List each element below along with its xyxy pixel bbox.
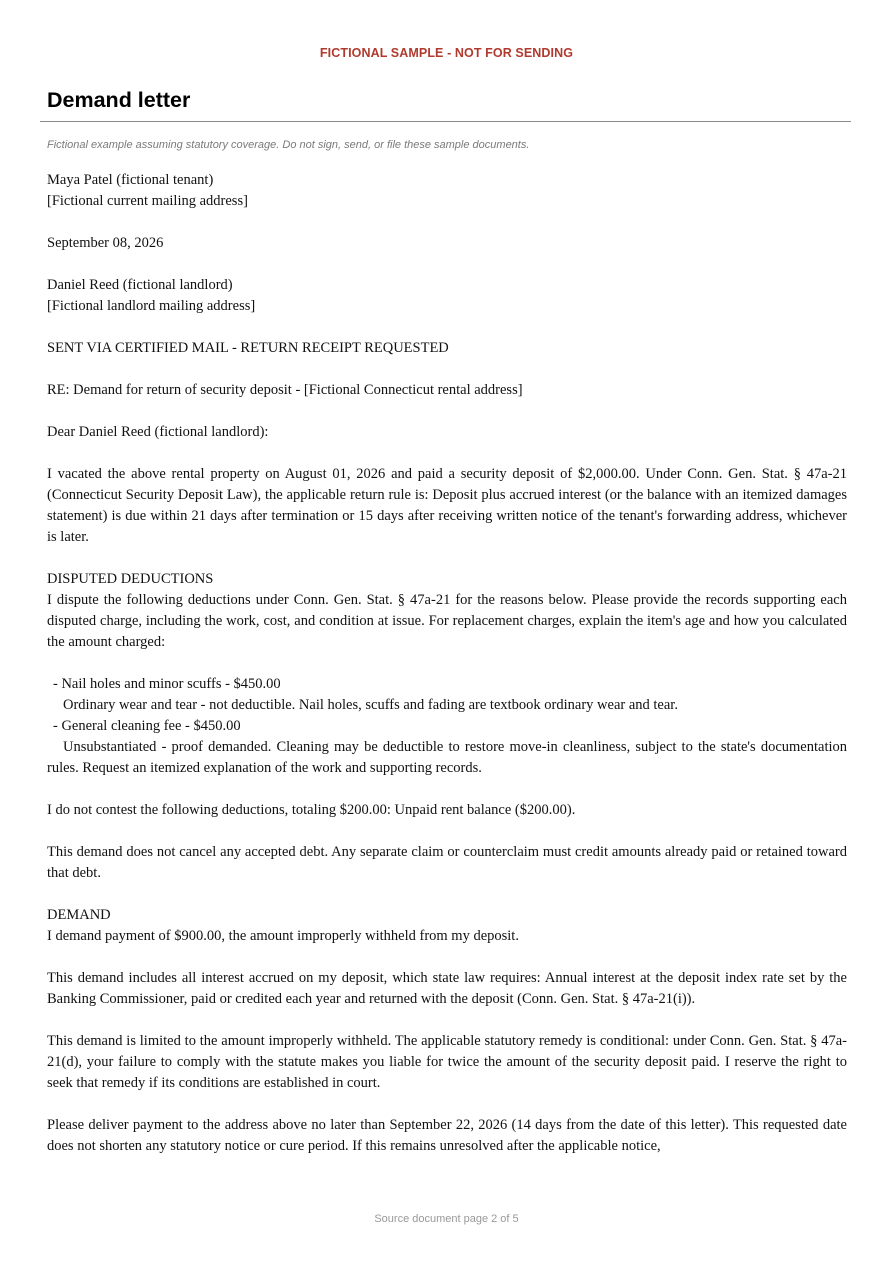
page-footer: Source document page 2 of 5 [374,1213,519,1225]
intro-paragraph: I vacated the above rental property on August 01, 2026 and paid a security deposit of $2,000.00. Under Conn. Gen. Stat. § 47a-21 (Connecticut Security Deposit Law), the applicable return rule is: Deposit plus accrued interest (or the balance with an itemized damages statement) is due within 21 days after termination or 15 days after receiving written notice of the tenant's forwarding address, whichever is later. [47,466,847,545]
recipient-block [47,275,847,317]
recipient-address: [Fictional landlord mailing address] [47,298,256,314]
title-divider [40,121,851,122]
sample-banner: FICTIONAL SAMPLE - NOT FOR SENDING [319,46,574,60]
delivery-method: SENT VIA CERTIFIED MAIL - RETURN RECEIPT REQUESTED [47,340,449,356]
uncontested-paragraph: I do not contest the following deductions, totaling $200.00: Unpaid rent balance ($200.00). [47,802,576,818]
document-title: Demand letter [47,88,191,112]
demand-section [47,905,847,947]
sender-block [47,170,847,212]
disputed-intro: I dispute the following deductions under Conn. Gen. Stat. § 47a-21 for the reasons below. Please provide the records supporting each disputed charge, including the work, cost, and condition at issue. For replacement charges, explain the item's age and how you calculated the amount charged: [47,592,847,650]
interest-paragraph: This demand includes all interest accrued on my deposit, which state law requires: Annual interest at the deposit index rate set by the Banking Commissioner, paid or credited each year and returned with the deposit (Conn. Gen. Stat. § 47a-21(i)). [47,970,847,1007]
demand-amount: I demand payment of $900.00, the amount improperly withheld from my deposit. [47,928,519,944]
list-item [47,674,847,716]
demand-heading: DEMAND [47,907,111,923]
sender-address: [Fictional current mailing address] [47,193,248,209]
deduction-label: - Nail holes and minor scuffs - $450.00 [53,676,281,692]
disclaimer-note: Fictional example assuming statutory coverage. Do not sign, send, or file these sample documents. [47,139,530,151]
payment-paragraph: Please deliver payment to the address above no later than September 22, 2026 (14 days from the date of this letter). This requested date does not shorten any statutory notice or cure period. If this remains unresolved after the applicable notice, [47,1117,847,1154]
debt-note-paragraph: This demand does not cancel any accepted debt. Any separate claim or counterclaim must credit amounts already paid or retained toward that debt. [47,844,847,881]
disputed-section [47,569,847,653]
list-item [47,716,847,779]
remedy-paragraph: This demand is limited to the amount improperly withheld. The applicable statutory remedy is conditional: under Conn. Gen. Stat. § 47a-21(d), your failure to comply with the statute makes you liable for twice the amount of the security deposit paid. I reserve the right to seek that remedy if its conditions are established in court. [47,1033,847,1091]
letter-date: September 08, 2026 [47,235,164,251]
deduction-detail: Unsubstantiated - proof demanded. Cleaning may be deductible to restore move-in cleanliness, subject to the state's documentation rules. Request an itemized explanation of the work and supporting records. [47,739,847,776]
salutation: Dear Daniel Reed (fictional landlord): [47,424,269,440]
disputed-heading: DISPUTED DEDUCTIONS [47,571,214,587]
sender-name: Maya Patel (fictional tenant) [47,172,214,188]
disputed-list [47,674,847,779]
deduction-detail: Ordinary wear and tear - not deductible. Nail holes, scuffs and fading are textbook ordinary wear and tear. [63,697,678,713]
recipient-name: Daniel Reed (fictional landlord) [47,277,233,293]
letter-body [47,170,847,1178]
deduction-label: - General cleaning fee - $450.00 [53,718,241,734]
re-line: RE: Demand for return of security deposit - [Fictional Connecticut rental address] [47,382,523,398]
